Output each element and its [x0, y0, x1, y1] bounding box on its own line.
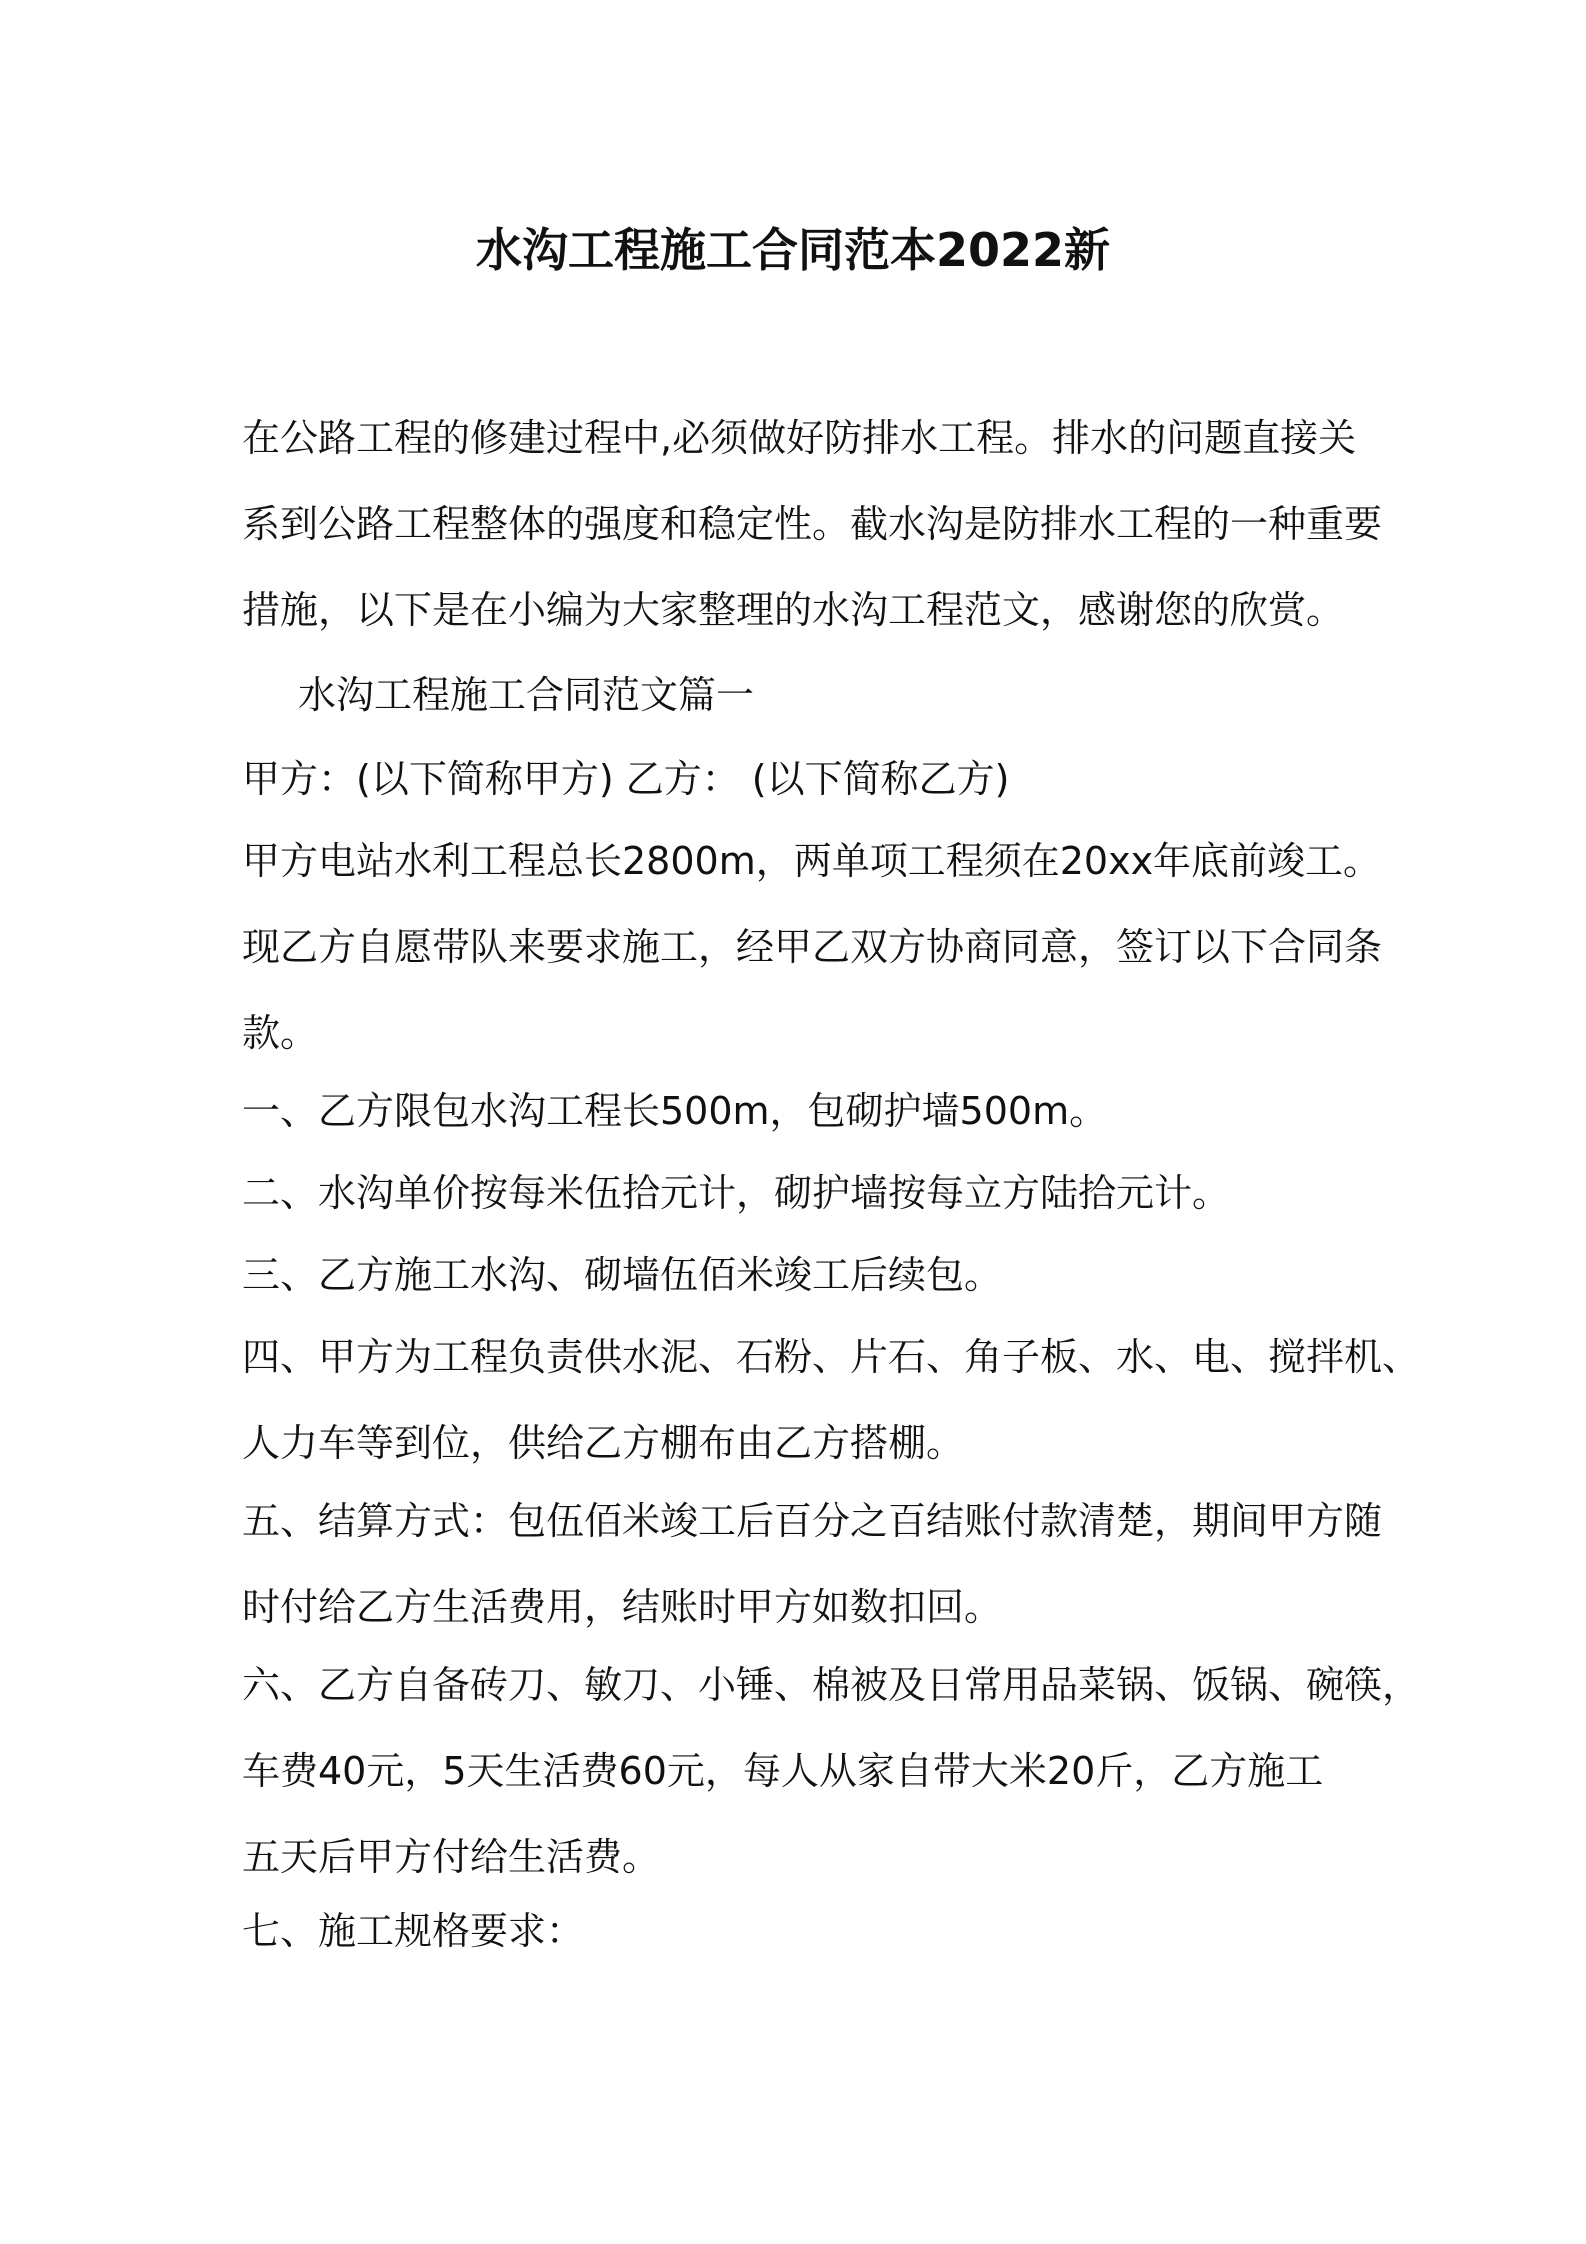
clause-line: 四、甲方为工程负责供水泥、石粉、片石、角子板、水、电、搅拌机、 — [242, 1335, 1421, 1379]
paragraph-line: 款。 — [242, 1011, 319, 1055]
clause-1: 一、乙方限包水沟工程长500m，包砌护墙500m。 — [242, 1089, 1108, 1133]
intro-line: 措施，以下是在小编为大家整理的水沟工程范文，感谢您的欣赏。 — [242, 588, 1345, 632]
clause-6 — [242, 1642, 1421, 1900]
clause-line: 时付给乙方生活费用，结账时甲方如数扣回。 — [242, 1585, 1003, 1629]
parties-line: 甲方：(以下简称甲方) 乙方： (以下简称乙方) — [242, 757, 1010, 801]
opening-paragraph — [242, 818, 1383, 1076]
clause-line: 五天后甲方付给生活费。 — [242, 1835, 661, 1879]
clause-7: 七、施工规格要求： — [242, 1909, 585, 1953]
clause-2: 二、水沟单价按每米伍拾元计，砌护墙按每立方陆拾元计。 — [242, 1171, 1231, 1215]
paragraph-line: 甲方电站水利工程总长2800m，两单项工程须在20xx年底前竣工。 — [242, 839, 1382, 883]
document-title: 水沟工程施工合同范本2022新 — [475, 223, 1111, 277]
clause-4 — [242, 1314, 1421, 1486]
clause-line: 五、结算方式：包伍佰米竣工后百分之百结账付款清楚，期间甲方随 — [242, 1499, 1383, 1543]
clause-3: 三、乙方施工水沟、砌墙伍佰米竣工后续包。 — [242, 1253, 1003, 1297]
clause-line: 车费40元，5天生活费60元，每人从家自带大米20斤，乙方施工 — [242, 1749, 1324, 1793]
intro-line: 系到公路工程整体的强度和稳定性。截水沟是防排水工程的一种重要 — [242, 502, 1383, 546]
paragraph-line: 现乙方自愿带队来要求施工，经甲乙双方协商同意，签订以下合同条 — [242, 925, 1383, 969]
clause-5 — [242, 1478, 1383, 1650]
section-title: 水沟工程施工合同范文篇一 — [298, 673, 755, 717]
clause-line: 人力车等到位，供给乙方棚布由乙方搭棚。 — [242, 1421, 965, 1465]
intro-paragraph — [242, 395, 1383, 653]
clause-line: 六、乙方自备砖刀、敏刀、小锤、棉被及日常用品菜锅、饭锅、碗筷， — [242, 1663, 1421, 1707]
intro-line: 在公路工程的修建过程中,必须做好防排水工程。排水的问题直接关 — [242, 416, 1357, 460]
